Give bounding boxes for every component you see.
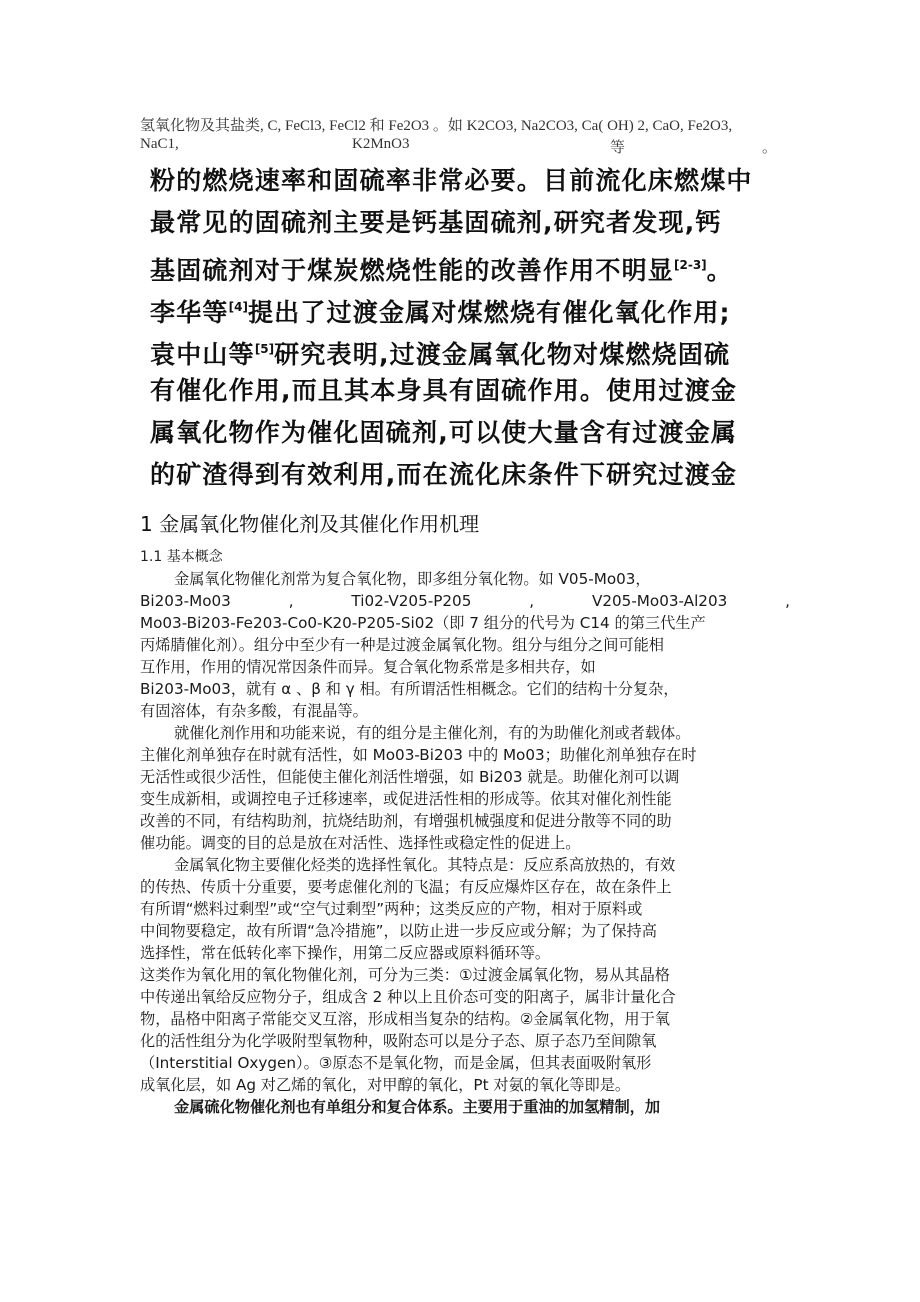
separator: , <box>288 592 294 610</box>
body-line: 化的活性组分为化学吸附型氧物种，吸附态可以是分子态、原子态乃至间隙氧 <box>140 1032 657 1050</box>
body-line: Bi203-Mo03，就有 α 、β 和 γ 相。有所谓活性相概念。它们的结构十分复杂， <box>140 680 679 698</box>
scanned-line <box>150 286 750 328</box>
top-fragment-nacl: NaC1, <box>140 136 179 152</box>
scanned-text: 基固硫剂对于煤炭燃烧性能的改善作用不明显 <box>150 256 675 285</box>
body-line: 选择性，常在低转化率下操作，用第二反应器或原料循环等。 <box>140 944 551 962</box>
body-line: 中传递出氧给反应物分子，组成含 2 种以上且价态可变的阳离子，属非计量化合 <box>140 988 676 1006</box>
body-line: 主催化剂单独存在时就有活性，如 Mo03-Bi203 中的 Mo03；助催化剂单独存在时 <box>140 746 697 764</box>
top-fragment-deng: 等 <box>610 140 626 156</box>
body-line: 这类作为氧化用的氧化物催化剂，可分为三类：①过渡金属氧化物，易从其晶格 <box>140 966 670 984</box>
formula: Bi203-Mo03 <box>140 592 231 610</box>
body-line: 催功能。调变的目的总是放在对活性、选择性或稳定性的促进上。 <box>140 834 581 852</box>
body-line: 金属硫化物催化剂也有单组分和复合体系。主要用于重油的加氢精制，加 <box>174 1098 660 1116</box>
body-line: 有所谓“燃料过剩型”或“空气过剩型”两种；这类反应的产物，相对于原料或 <box>140 900 643 918</box>
formula: Ti02-V205-P205 <box>351 592 472 610</box>
body-line: Mo03-Bi203-Fe203-Co0-K20-P205-Si02（即 7 组分的代号为 C14 的第三代生产 <box>140 614 706 632</box>
body-line: 变生成新相，或调控电子迁移速率，或促进活性相的形成等。依其对催化剂性能 <box>140 790 672 808</box>
scanned-text: 研究表明,过渡金属氧化物对煤燃烧固硫 <box>274 340 731 369</box>
scanned-text: 。 <box>706 256 733 285</box>
body-line: 物，晶格中阳离子常能交叉互溶，形成相当复杂的结构。②金属氧化物，用于氧 <box>140 1010 670 1028</box>
body-line: 金属氧化物催化剂常为复合氧化物，即多组分氧化物。如 V05-Mo03， <box>174 570 651 588</box>
body-line: （Interstitial Oxygen）。③原态不是氧化物，而是金属，但其表面吸附氧形 <box>140 1054 652 1072</box>
citation-5: [5] <box>254 342 275 356</box>
top-fragment-k2mno3: K2MnO3 <box>352 136 410 152</box>
body-line-formulas <box>140 590 790 612</box>
body-line: 有固溶体，有杂多酸，有混晶等。 <box>140 702 368 720</box>
body-line: 就催化剂作用和功能来说，有的组分是主催化剂，有的为助催化剂或者载体。 <box>174 724 691 742</box>
scanned-line: 最常见的固硫剂主要是钙基固硫剂,研究者发现,钙 <box>150 208 722 237</box>
scanned-text: 李华等 <box>150 298 229 327</box>
scanned-line: 的矿渣得到有效利用,而在流化床条件下研究过渡金 <box>150 460 738 489</box>
separator: , <box>785 592 790 610</box>
body-line: 改善的不同，有结构助剂，抗烧结助剂，有增强机械强度和促进分散等不同的助 <box>140 812 672 830</box>
section-heading: 1 金属氧化物催化剂及其催化作用机理 <box>140 512 480 536</box>
scanned-line <box>150 244 750 286</box>
top-fragment-period: 。 <box>762 140 778 156</box>
body-line: 成氧化层，如 Ag 对乙烯的氧化，对甲醇的氧化，Pt 对氨的氧化等即是。 <box>140 1076 631 1094</box>
body-section <box>140 568 790 1118</box>
scanned-text: 提出了过渡金属对煤燃烧有催化氧化作用; <box>247 298 731 327</box>
section-subheading: 1.1 基本概念 <box>140 549 223 565</box>
formula: V205-Mo03-Al203 <box>591 592 728 610</box>
scanned-line: 粉的燃烧速率和固硫率非常必要。目前流化床燃煤中 <box>150 166 753 195</box>
body-line: 金属氧化物主要催化烃类的选择性氧化。其特点是：反应系高放热的，有效 <box>174 856 676 874</box>
scanned-paragraph <box>150 160 753 496</box>
scanned-line: 属氧化物作为催化固硫剂,可以使大量含有过渡金属 <box>150 418 738 447</box>
scanned-line <box>150 328 750 370</box>
scanned-line: 有催化作用,而且其本身具有固硫作用。使用过渡金 <box>150 376 738 405</box>
body-line: 互作用，作用的情况常因条件而异。复合氧化物系常是多相共存，如 <box>140 658 596 676</box>
citation-4: [4] <box>228 300 248 314</box>
citation-2-3: [2-3] <box>674 258 707 272</box>
separator: , <box>529 592 535 610</box>
body-line: 无活性或很少活性，但能使主催化剂活性增强，如 Bi203 就是。助催化剂可以调 <box>140 768 680 786</box>
body-line: 的传热、传质十分重要，要考虑催化剂的飞温；有反应爆炸区存在，故在条件上 <box>140 878 672 896</box>
body-line: 中间物要稳定，故有所谓“急冷措施”，以防止进一步反应或分解；为了保持高 <box>140 922 657 940</box>
top-fragment-line-1: 氢氧化物及其盐类, C, FeCl3, FeCl2 和 Fe2O3 。如 K2CO3, Na2CO3, Ca( OH) 2, CaO, Fe2O3, <box>140 118 733 134</box>
scanned-text: 袁中山等 <box>150 340 255 369</box>
body-line: 丙烯腈催化剂）。组分中至少有一种是过渡金属氧化物。组分与组分之间可能相 <box>140 636 664 654</box>
